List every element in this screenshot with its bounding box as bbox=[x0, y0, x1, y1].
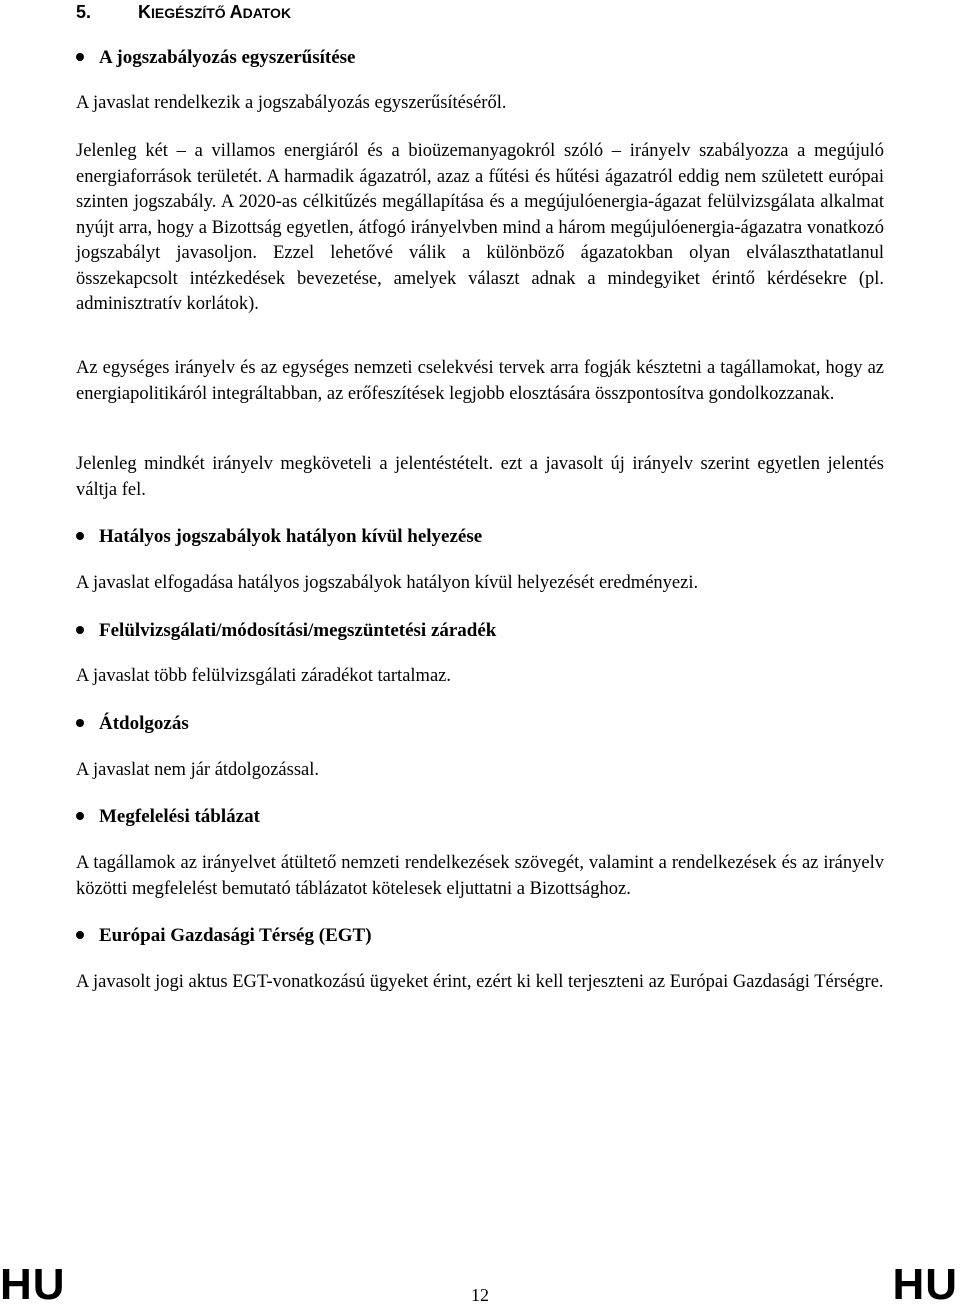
bullet-heading-recast bbox=[76, 712, 189, 736]
section-title-initial-2: A bbox=[229, 2, 243, 22]
paragraph: A javaslat rendelkezik a jogszabályozás egyszerűsítéséről. bbox=[76, 93, 507, 113]
section-title-initial-1: K bbox=[138, 2, 151, 22]
bullet-heading-correlation-table bbox=[76, 805, 260, 829]
bullet-icon bbox=[76, 626, 84, 634]
bullet-heading-simplification bbox=[76, 46, 355, 70]
paragraph: A javasolt jogi aktus EGT-vonatkozású ügyeket érint, ezért ki kell terjeszteni az Európai Gazdasági Térségre. bbox=[76, 972, 884, 992]
bullet-icon bbox=[76, 719, 84, 727]
section-number: 5. bbox=[76, 2, 92, 22]
bullet-heading-text: Megfelelési táblázat bbox=[99, 806, 260, 827]
paragraph: A javaslat nem jár átdolgozással. bbox=[76, 760, 319, 780]
paragraph: Jelenleg mindkét irányelv megköveteli a jelentéstételt. ezt a javasolt új irányelv szerint egyetlen jelentés váltja fel. bbox=[76, 454, 884, 500]
footer-language-left: HU bbox=[0, 1260, 66, 1309]
paragraph: A tagállamok az irányelvet átültető nemzeti rendelkezések szövegét, valamint a rendelkezések és az irányelv közötti megfelelést bemutató táblázatot kötelesek eljuttatni a Bizottsághoz. bbox=[76, 853, 884, 899]
paragraph: Az egységes irányelv és az egységes nemzeti cselekvési tervek arra fogják késztetni a tagállamokat, hogy az energiapolitikáról integráltabban, az erőfeszítések legjobb elosztására összpontosítva gondolkozzanak. bbox=[76, 358, 884, 404]
bullet-icon bbox=[76, 931, 84, 939]
bullet-heading-text: Átdolgozás bbox=[99, 713, 189, 734]
bullet-icon bbox=[76, 53, 84, 61]
section-heading bbox=[76, 2, 291, 23]
bullet-heading-text: Európai Gazdasági Térség (EGT) bbox=[99, 925, 372, 946]
bullet-icon bbox=[76, 812, 84, 820]
bullet-heading-text: A jogszabályozás egyszerűsítése bbox=[99, 47, 356, 68]
bullet-heading-text: Felülvizsgálati/módosítási/megszüntetési záradék bbox=[99, 620, 497, 641]
paragraph: A javaslat több felülvizsgálati záradékot tartalmaz. bbox=[76, 666, 451, 686]
paragraph: A javaslat elfogadása hatályos jogszabályok hatályon kívül helyezését eredményezi. bbox=[76, 573, 699, 593]
paragraph: Jelenleg két – a villamos energiáról és a bioüzemanyagokról szóló – irányelv szabályozza a megújuló energiaforrások területét. A harmadik ágazatról, azaz a fűtési és hűtési ágazatról eddig nem született európai szinten jogszabály. A 2020-as célkitűzés megállapítása és a megújulóenergia-ágazat felülvizsgálata alkalmat nyújt arra, hogy a Bizottság egyetlen, átfogó irányelvben mind a három megújulóenergia-ágazatra vonatkozó jogszabályt javasoljon. Ezzel lehetővé válik a különböző ágazatokban olyan elválaszthatatlanul összekapcsolt intézkedések bevezetése, amelyek választ adnak a mindegyiket érintő kérdésekre (pl. adminisztratív korlátok). bbox=[76, 141, 884, 314]
bullet-icon bbox=[76, 532, 84, 540]
section-title-rest-2: DATOK bbox=[242, 5, 292, 21]
footer-language-right: HU bbox=[892, 1260, 958, 1309]
page-number: 12 bbox=[471, 1285, 489, 1305]
section-title-rest-1: IEGÉSZÍTŐ bbox=[151, 5, 230, 21]
bullet-heading-eea bbox=[76, 924, 372, 948]
bullet-heading-repeal bbox=[76, 525, 482, 549]
bullet-heading-text: Hatályos jogszabályok hatályon kívül helyezése bbox=[99, 526, 483, 547]
bullet-heading-review-clause bbox=[76, 619, 496, 643]
